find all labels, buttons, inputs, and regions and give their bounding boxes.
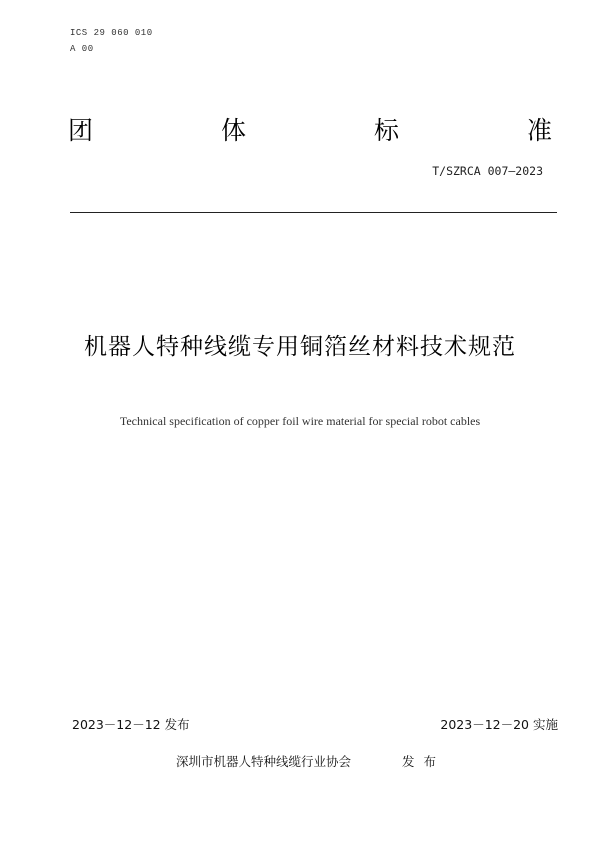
publish-date: 2023－12－12 发布 [72,717,190,732]
publisher-name: 深圳市机器人特种线缆行业协会 [176,754,352,769]
standard-type-char: 体 [220,116,246,145]
standard-type-heading [68,113,552,149]
document-title-cn: 机器人特种线缆专用铜箔丝材料技术规范 [84,334,516,360]
standard-type-char: 准 [526,116,552,145]
standard-type-char: 标 [373,116,399,145]
ccs-code: A 00 [70,44,94,54]
standard-number: T/SZRCA 007—2023 [432,164,543,178]
document-title-en: Technical specification of copper foil wire material for special robot cables [119,414,481,428]
issue-label: 发布 [402,754,446,769]
implement-date: 2023－12－20 实施 [440,717,558,732]
standard-type-char: 团 [68,116,94,145]
ics-code: ICS 29 060 010 [70,28,153,38]
header-divider [70,212,557,213]
